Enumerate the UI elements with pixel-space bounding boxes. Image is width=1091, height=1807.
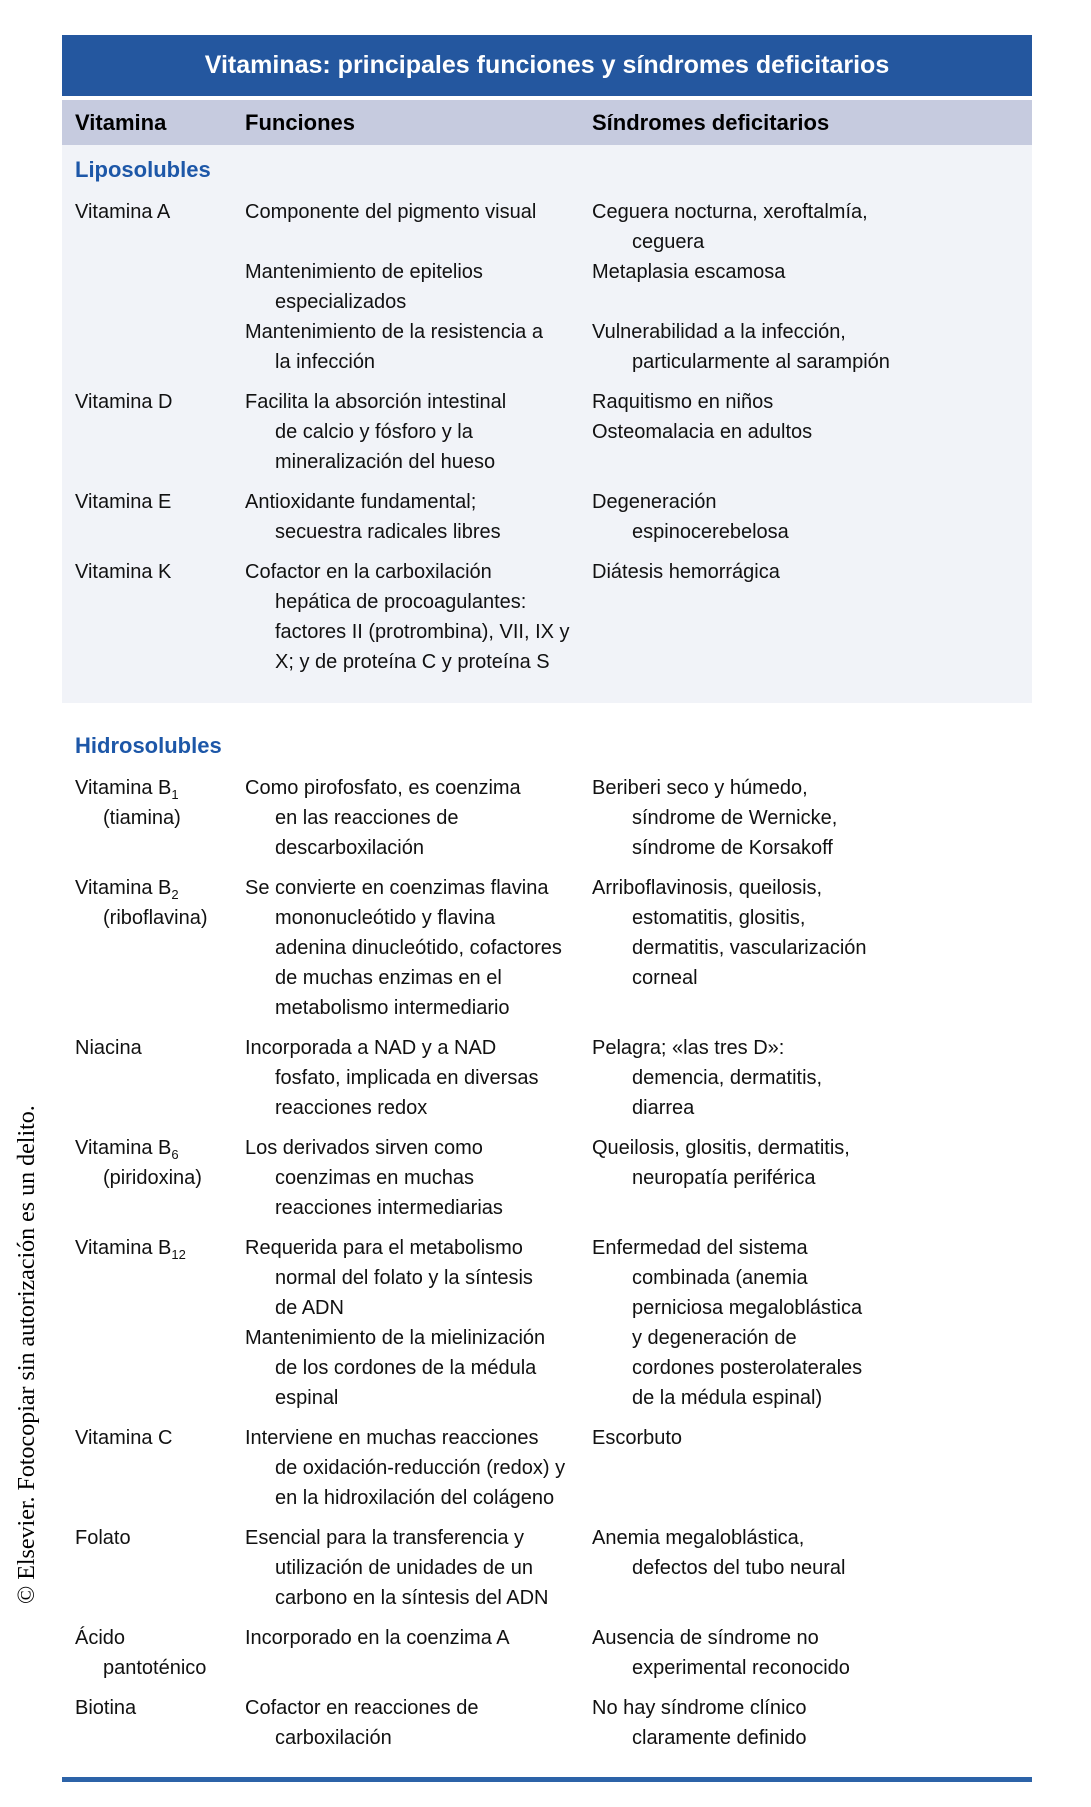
vitamin-name-cell [75,557,245,677]
syndromes-cell [592,387,1032,477]
vitamin-name-text: Vitamina C [75,1427,173,1449]
syndromes-cell [592,197,1032,257]
vitamin-name-cell [75,1623,245,1683]
vitamin-name-cell [75,1523,245,1613]
text-line: corneal [632,967,698,989]
column-header-row [62,100,1032,145]
vitamin-name-cell [75,773,245,863]
text-line [75,803,245,833]
text-line: factores II (protrombina), VII, IX y [275,621,570,643]
text-line: utilización de unidades de un [275,1557,533,1579]
text-line: en la hidroxilación del colágeno [275,1487,555,1509]
text-line: Arriboflavinosis, queilosis, [592,877,823,899]
text-line [75,1623,245,1653]
text-line: y degeneración de [632,1327,797,1349]
vitamin-name-text: Vitamina K [75,561,172,583]
text-line: cordones posterolaterales [632,1357,863,1379]
table-row [75,1693,1032,1753]
syndromes-cell [592,1523,1032,1613]
text-line: especializados [275,291,407,313]
text-line: Mantenimiento de la mielinización [245,1327,546,1349]
text-line [75,773,245,803]
syndromes-cell [592,1233,1032,1413]
table-row [75,1233,1032,1413]
text-line: estomatitis, glositis, [632,907,806,929]
text-line: claramente definido [632,1727,807,1749]
section-label: Liposolubles [75,157,211,182]
functions-cell [245,1523,592,1613]
text-line: Metaplasia escamosa [592,261,786,283]
syndromes-cell [592,1623,1032,1683]
text-line: Anemia megaloblástica, [592,1527,805,1549]
column-header-funciones: Funciones [245,109,356,135]
section-label: Hidrosolubles [75,733,222,758]
syndromes-cell [592,1033,1032,1123]
syndromes-cell [592,257,1032,317]
functions-cell [245,487,592,547]
text-line: hepática de procoagulantes: [275,591,527,613]
text-line: de ADN [275,1297,344,1319]
vitamin-name-text: Ácido [75,1627,126,1649]
functions-cell [245,1693,592,1753]
text-line: Vulnerabilidad a la infección, [592,321,846,343]
text-line: diarrea [632,1097,695,1119]
vitamin-name-cell [75,1233,245,1413]
text-line: X; y de proteína C y proteína S [275,651,550,673]
functions-cell [245,773,592,863]
syndromes-cell [592,317,1032,377]
functions-cell [245,1423,592,1513]
vitamin-name-text: Vitamina D [75,391,173,413]
text-line: Requerida para el metabolismo [245,1237,523,1259]
syndromes-cell [592,487,1032,547]
text-line [75,1133,245,1163]
text-line: ceguera [632,231,705,253]
table-row [75,1033,1032,1123]
text-line [75,387,245,417]
vitamin-name-text: (tiamina) [103,807,181,829]
functions-cell [245,317,592,377]
text-line: mononucleótido y flavina [275,907,496,929]
vitamins-table [62,35,1032,1782]
text-line: de los cordones de la médula [275,1357,537,1379]
text-line: síndrome de Wernicke, [632,807,838,829]
text-line: Esencial para la transferencia y [245,1527,525,1549]
vitamin-name-cell [75,1033,245,1123]
table-row [75,197,1032,377]
text-line [75,557,245,587]
text-line: Escorbuto [592,1427,683,1449]
text-line: Ceguera nocturna, xeroftalmía, [592,201,868,223]
text-line: Incorporada a NAD y a NAD [245,1037,497,1059]
text-line: Los derivados sirven como [245,1137,483,1159]
vitamin-name-cell [75,387,245,477]
text-line: combinada (anemia [632,1267,808,1289]
syndromes-cell [592,1133,1032,1223]
copyright-vertical-text: © Elsevier. Fotocopiar sin autorización es un delito. [14,1105,40,1604]
syndromes-cell [592,1693,1032,1753]
text-line: demencia, dermatitis, [632,1067,823,1089]
vitamin-name-text: Folato [75,1527,131,1549]
table-body [62,145,1032,1765]
text-line: fosfato, implicada en diversas [275,1067,539,1089]
text-line: mineralización del hueso [275,451,496,473]
table-row [75,1133,1032,1223]
vitamin-name-text: Biotina [75,1697,137,1719]
text-line: de muchas enzimas en el [275,967,502,989]
vitamin-name-cell [75,487,245,547]
section-hidrosolubles [62,703,1032,1765]
vitamin-name-cell [75,873,245,1023]
text-line [75,903,245,933]
text-line [75,197,245,227]
text-line: espinocerebelosa [632,521,789,543]
functions-cell [245,557,592,677]
text-line: Cofactor en reacciones de [245,1697,479,1719]
text-line: Diátesis hemorrágica [592,561,780,583]
text-line: Facilita la absorción intestinal [245,391,507,413]
vitamin-name-cell [75,1693,245,1753]
text-line: la infección [275,351,376,373]
text-line [75,1423,245,1453]
vitamin-name-subscript: 1 [171,787,179,802]
text-line: Pelagra; «las tres D»: [592,1037,785,1059]
text-line: metabolismo intermediario [275,997,510,1019]
text-line: coenzimas en muchas [275,1167,474,1189]
functions-cell [245,1233,592,1413]
section-liposolubles [62,145,1032,703]
text-line: Cofactor en la carboxilación [245,561,492,583]
table-row [75,557,1032,677]
text-line [75,1653,245,1683]
vitamin-name-text: Niacina [75,1037,142,1059]
text-line: Incorporado en la coenzima A [245,1627,510,1649]
vitamin-name-text: Vitamina B [75,1137,172,1159]
text-line: Mantenimiento de la resistencia a [245,321,543,343]
functions-cell [245,1623,592,1683]
vitamin-name-subscript: 6 [171,1147,179,1162]
text-line: adenina dinucleótido, cofactores [275,937,562,959]
vitamin-name-text: (riboflavina) [103,907,208,929]
functions-cell [245,1033,592,1123]
text-line: Se convierte en coenzimas flavina [245,877,549,899]
table-row [75,1523,1032,1613]
text-line: Beriberi seco y húmedo, [592,777,808,799]
text-line: de la médula espinal) [632,1387,823,1409]
text-line [75,1693,245,1723]
syndromes-cell [592,557,1032,677]
vitamin-name-text: Vitamina B [75,777,172,799]
text-line [75,1163,245,1193]
text-line: experimental reconocido [632,1657,850,1679]
functions-cell [245,197,592,257]
text-line [75,1033,245,1063]
table-row [75,487,1032,547]
table-row [75,387,1032,477]
vitamin-name-cell [75,1133,245,1223]
text-line [75,873,245,903]
text-line: Ausencia de síndrome no [592,1627,819,1649]
text-line: Osteomalacia en adultos [592,421,813,443]
text-line: neuropatía periférica [632,1167,816,1189]
text-line: de oxidación-reducción (redox) y [275,1457,566,1479]
text-line: normal del folato y la síntesis [275,1267,533,1289]
table-title: Vitaminas: principales funciones y síndromes deficitarios [204,51,890,79]
text-line: reacciones redox [275,1097,428,1119]
vitamin-name-text: Vitamina B [75,877,172,899]
vitamin-name-text: Vitamina B [75,1237,172,1259]
text-line: Enfermedad del sistema [592,1237,808,1259]
text-line: Componente del pigmento visual [245,201,537,223]
table-row [75,1423,1032,1513]
text-line: Queilosis, glositis, dermatitis, [592,1137,850,1159]
syndromes-cell [592,773,1032,863]
text-line: Como pirofosfato, es coenzima [245,777,521,799]
vitamin-name-text: (piridoxina) [103,1167,202,1189]
table-title-bar [62,35,1032,96]
table-row [75,873,1032,1023]
text-line: carboxilación [275,1727,392,1749]
text-line [75,1523,245,1553]
syndromes-cell [592,1423,1032,1513]
bottom-rule [62,1777,1032,1782]
text-line: Mantenimiento de epitelios [245,261,483,283]
vitamin-name-text: Vitamina E [75,491,172,513]
text-line: Degeneración [592,491,717,513]
text-line: perniciosa megaloblástica [632,1297,863,1319]
column-header-vitamina: Vitamina [75,109,167,135]
syndromes-cell [592,873,1032,1023]
text-line [75,487,245,517]
text-line: particularmente al sarampión [632,351,890,373]
text-line: descarboxilación [275,837,424,859]
vitamin-name-cell [75,1423,245,1513]
text-line: No hay síndrome clínico [592,1697,807,1719]
vitamin-name-cell [75,197,245,377]
text-line: reacciones intermediarias [275,1197,503,1219]
vitamin-name-subscript: 12 [171,1247,186,1262]
text-line: síndrome de Korsakoff [632,837,833,859]
text-line: en las reacciones de [275,807,459,829]
vitamin-name-text: pantoténico [103,1657,207,1679]
text-line: Raquitismo en niños [592,391,774,413]
functions-cell [245,1133,592,1223]
text-line: espinal [275,1387,339,1409]
text-line: defectos del tubo neural [632,1557,846,1579]
vitamin-name-subscript: 2 [171,887,179,902]
functions-cell [245,257,592,317]
text-line: secuestra radicales libres [275,521,501,543]
functions-cell [245,873,592,1023]
text-line: carbono en la síntesis del ADN [275,1587,549,1609]
text-line [75,1233,245,1263]
text-line: Interviene en muchas reacciones [245,1427,539,1449]
text-line: de calcio y fósforo y la [275,421,473,443]
functions-cell [245,387,592,477]
vitamin-name-text: Vitamina A [75,201,171,223]
text-line: Antioxidante fundamental; [245,491,477,513]
table-row [75,1623,1032,1683]
text-line: dermatitis, vascularización [632,937,867,959]
column-header-sindromes: Síndromes deficitarios [592,109,830,135]
table-row [75,773,1032,863]
